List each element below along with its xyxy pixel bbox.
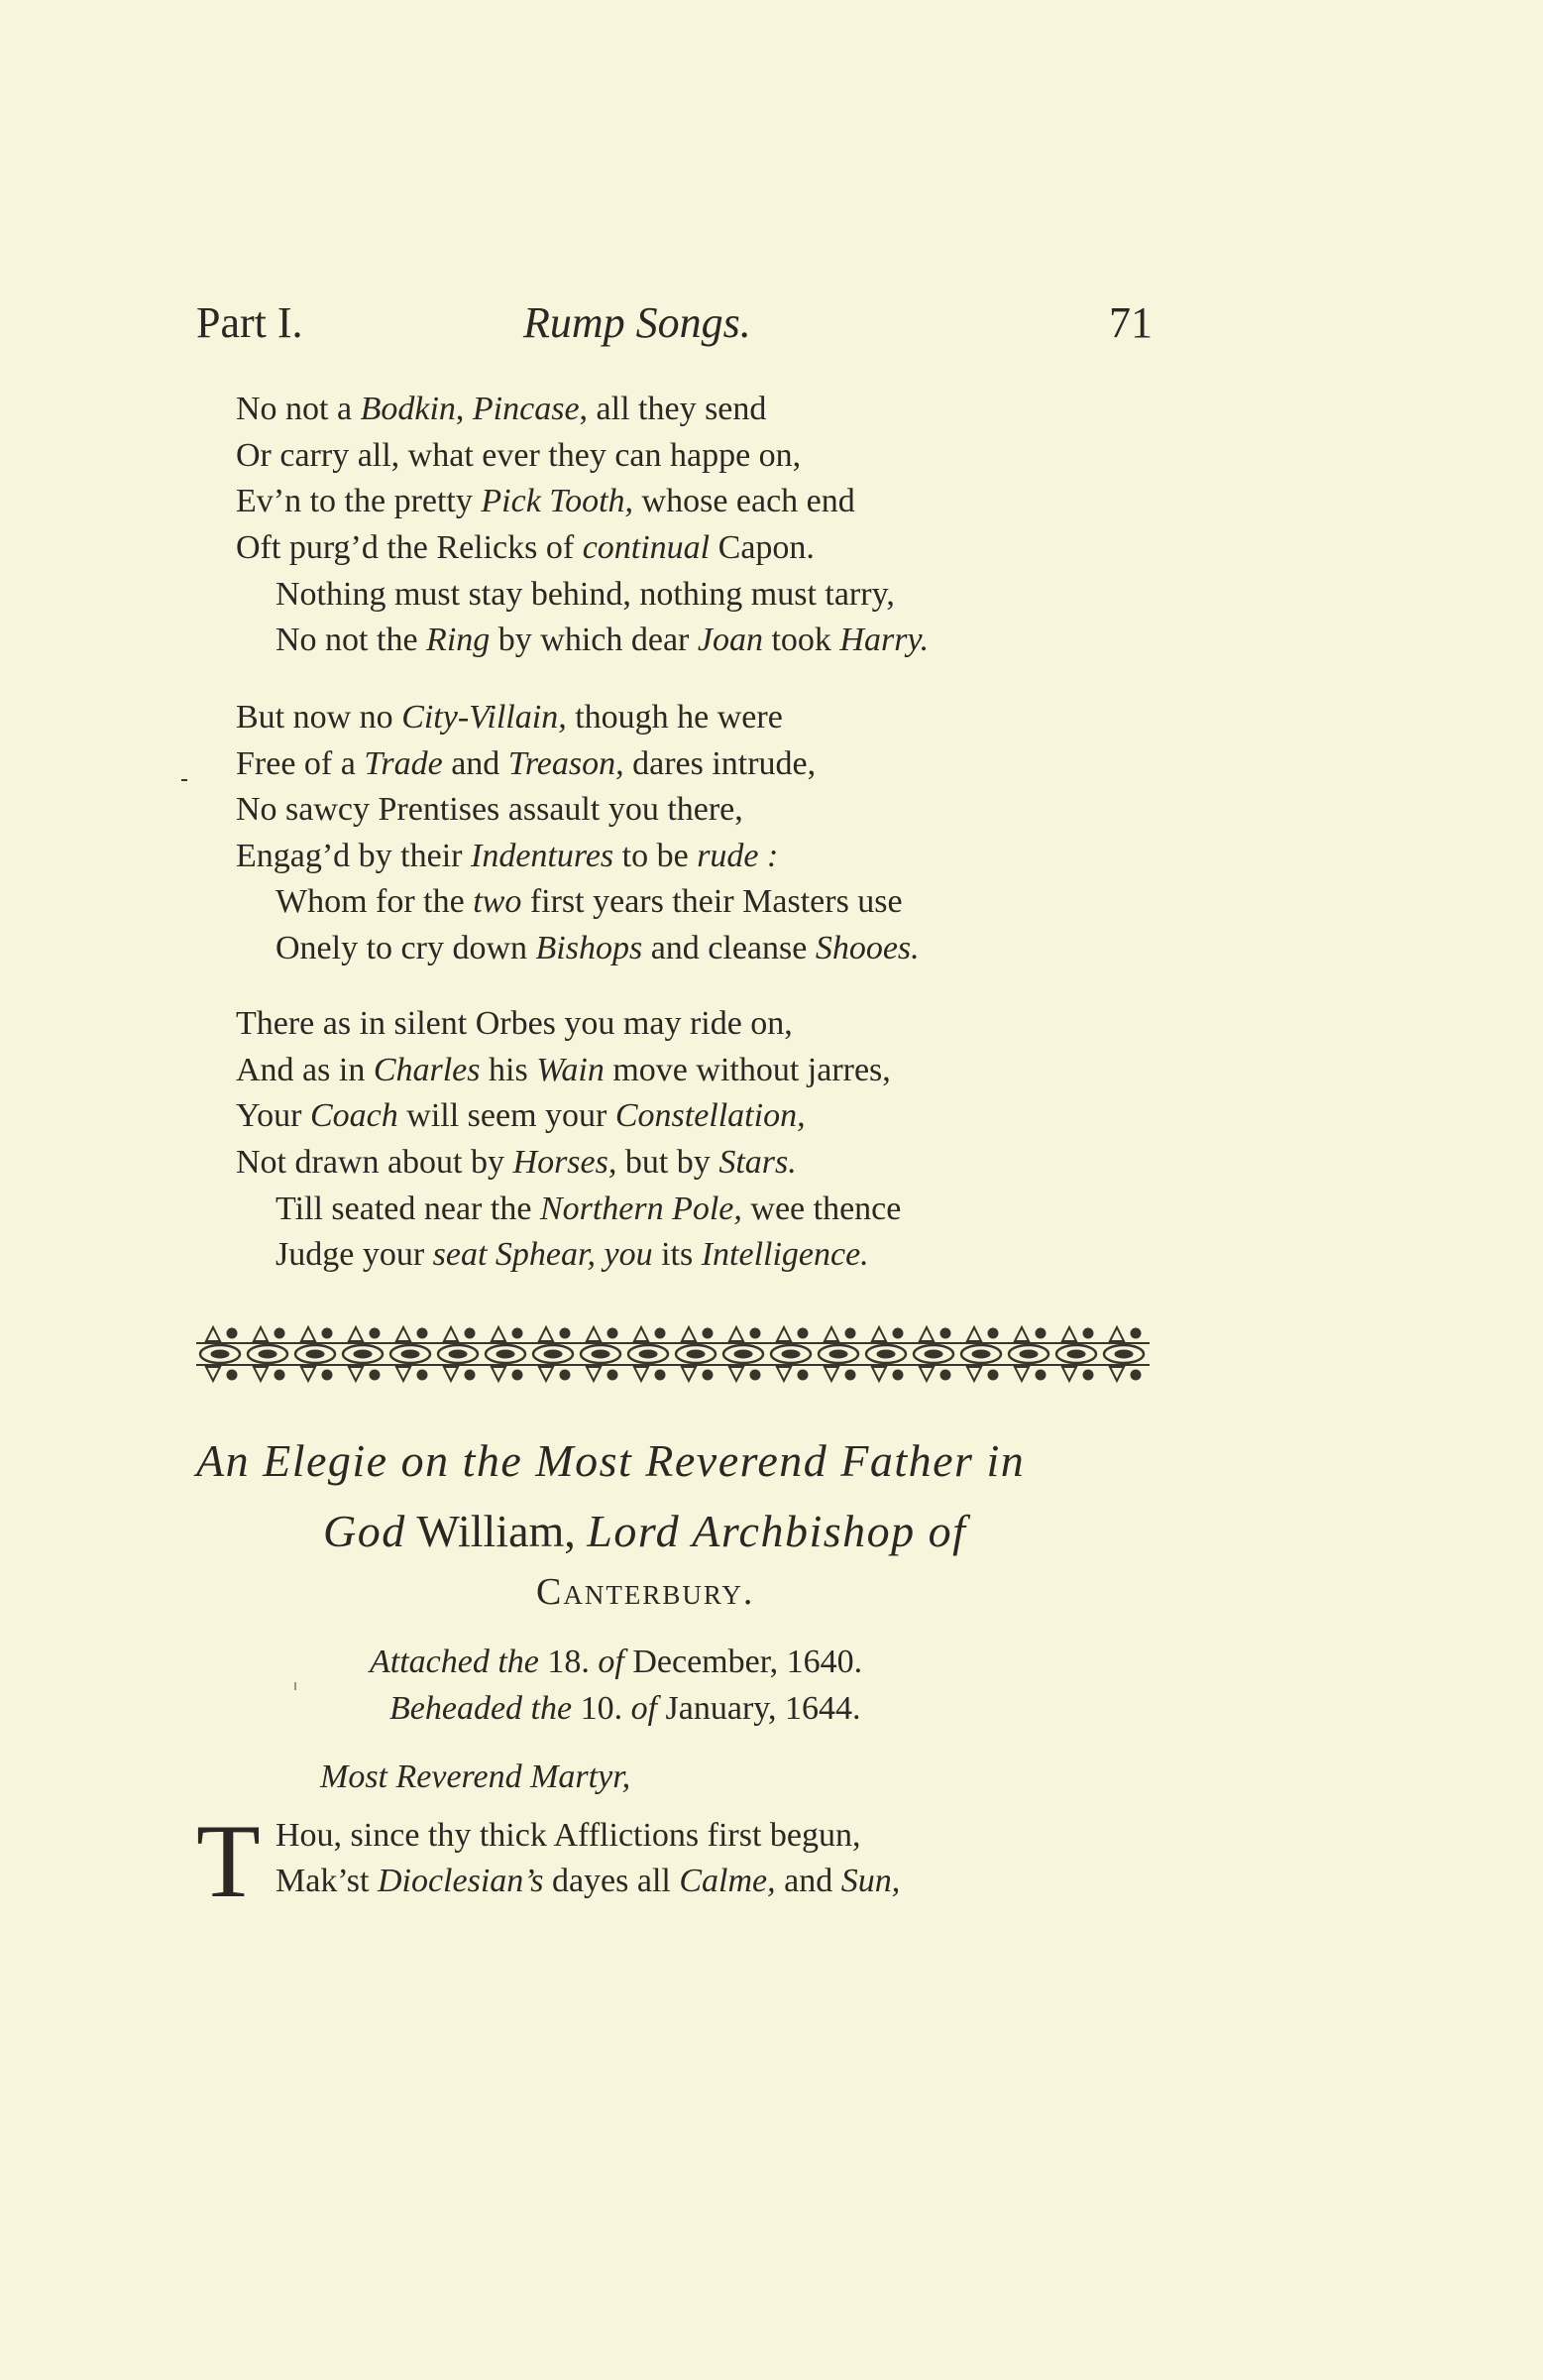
text-run: his [480, 1052, 537, 1088]
text-run: but by [616, 1144, 719, 1181]
text-run: though he were [566, 699, 783, 736]
text-run: Mak’st [276, 1863, 378, 1899]
italic-word: Intelligence. [701, 1236, 869, 1273]
italic-word: Harry. [839, 622, 930, 658]
italic-word: Wain [536, 1052, 605, 1088]
italic-word: Ring [426, 622, 491, 658]
text-run: Capon. [710, 529, 815, 566]
text-run: Till seated near the [276, 1190, 540, 1227]
italic-word: continual [582, 529, 711, 566]
text-run: its [652, 1236, 702, 1273]
text-run: 18. [538, 1643, 599, 1680]
italic-word: Treason, [507, 745, 624, 782]
text-run: Judge your [276, 1236, 433, 1273]
text-run: Oft purg’d the Relicks of [236, 529, 583, 566]
elegy-title-line2 [323, 1505, 966, 1557]
italic-word: Attached the [370, 1643, 539, 1680]
text-run: and cleanse [642, 930, 816, 966]
italic-word: Coach [309, 1097, 398, 1134]
text-run: , [455, 391, 473, 427]
text-run: But now no [236, 699, 402, 736]
italic-word: Pincase [472, 391, 580, 427]
italic-word: Trade [364, 745, 443, 782]
italic-word: of [630, 1690, 658, 1727]
verse-line [236, 1051, 891, 1090]
italic-word: Stars. [718, 1144, 797, 1181]
paper-speck [181, 779, 187, 781]
italic-word: Pick Tooth, [481, 483, 634, 519]
verse-line [276, 882, 903, 922]
elegy-title-god: God [323, 1506, 406, 1556]
text-run: Hou, since thy thick Afflictions first begun, [276, 1817, 861, 1854]
italic-word: seat Sphear, you [432, 1236, 653, 1273]
italic-word: Indentures [471, 838, 614, 874]
text-run: And as in [236, 1052, 374, 1088]
italic-word: rude : [697, 838, 779, 874]
date-line [389, 1689, 861, 1729]
text-run: Free of a [236, 745, 365, 782]
elegy-title-line1: An Elegie on the Most Reverend Father in [196, 1435, 1026, 1486]
elegy-title-name: William, [405, 1506, 588, 1556]
text-run: Engag’d by their [236, 838, 471, 874]
text-run: first years their Masters use [521, 883, 903, 920]
italic-word: Beheaded the [389, 1690, 573, 1727]
text-run: move without jarres, [604, 1052, 891, 1088]
italic-word: Dioclesian’s [377, 1863, 544, 1899]
text-run: Onely to cry down [276, 930, 536, 966]
italic-word: two [473, 883, 522, 920]
italic-word: Calme, [679, 1863, 776, 1899]
italic-word: Northern Pole, [539, 1190, 742, 1227]
date-line [370, 1643, 862, 1682]
italic-word: Joan [697, 622, 763, 658]
verse-line [236, 390, 766, 429]
verse-line [276, 929, 920, 968]
italic-word: Sun, [840, 1863, 901, 1899]
verse-line [276, 1235, 869, 1275]
elegy-title-line3 [536, 1570, 754, 1614]
verse-line [236, 790, 743, 830]
text-run: Whom for the [276, 883, 474, 920]
text-run: January, 1644. [657, 1690, 861, 1727]
text-run: and [442, 745, 508, 782]
verse-line [236, 436, 801, 476]
elegy-title-office: Lord Archbishop of [587, 1506, 967, 1556]
header-title: Rump Songs. [523, 298, 751, 347]
italic-word: Horses, [512, 1144, 617, 1181]
text-run: whose each end [633, 483, 855, 519]
text-run: dayes all [543, 1863, 680, 1899]
verse-line [276, 1862, 900, 1901]
drop-cap: T [196, 1803, 261, 1919]
text-run: Or carry all, what ever they can happe on, [236, 437, 802, 474]
text-run: Your [236, 1097, 310, 1134]
verse-line [276, 575, 895, 615]
verse-line [236, 744, 816, 784]
verse-line [236, 528, 815, 568]
verse-line [236, 482, 855, 521]
text-run: will seem your [397, 1097, 615, 1134]
text-run: Not drawn about by [236, 1144, 513, 1181]
text-run: wee thence [741, 1190, 902, 1227]
running-header [196, 297, 1153, 357]
text-run: took [762, 622, 840, 658]
paper-speck [294, 1682, 296, 1690]
italic-word: Constellation, [614, 1097, 806, 1134]
italic-word: City-Villain, [401, 699, 567, 736]
verse-line [276, 621, 929, 660]
text-run: December, 1640. [623, 1643, 863, 1680]
text-run: and [775, 1863, 841, 1899]
italic-word: Charles [373, 1052, 481, 1088]
verse-line [276, 1190, 901, 1229]
page-number: 71 [1109, 298, 1153, 347]
verse-line [236, 837, 778, 876]
text-run: There as in silent Orbes you may ride on, [236, 1005, 793, 1042]
text-run: No sawcy Prentises assault you there, [236, 791, 743, 828]
header-part: Part I. [196, 298, 303, 347]
verse-line [236, 1004, 793, 1044]
text-run: by which dear [490, 622, 698, 658]
verse-line [276, 1816, 861, 1856]
text-run: No not the [276, 622, 427, 658]
ornament-divider [196, 1321, 1150, 1387]
italic-word: Bodkin [360, 391, 456, 427]
verse-line [236, 1096, 806, 1136]
verse-line [236, 1143, 797, 1183]
verse-line [236, 698, 783, 737]
italic-word: of [598, 1643, 624, 1680]
text-run: 10. [572, 1690, 631, 1727]
text-run: , all they send [579, 391, 767, 427]
text-run: dares intrude, [623, 745, 817, 782]
text-run: No not a [236, 391, 361, 427]
text-run: Nothing must stay behind, nothing must tarry, [276, 576, 895, 613]
text-run: Ev’n to the pretty [236, 483, 482, 519]
italic-word: Shooes. [815, 930, 920, 966]
address-line: Most Reverend Martyr, [320, 1758, 631, 1795]
elegy-title-see: Canterbury. [536, 1571, 755, 1613]
italic-word: Bishops [535, 930, 643, 966]
text-run: to be [613, 838, 698, 874]
